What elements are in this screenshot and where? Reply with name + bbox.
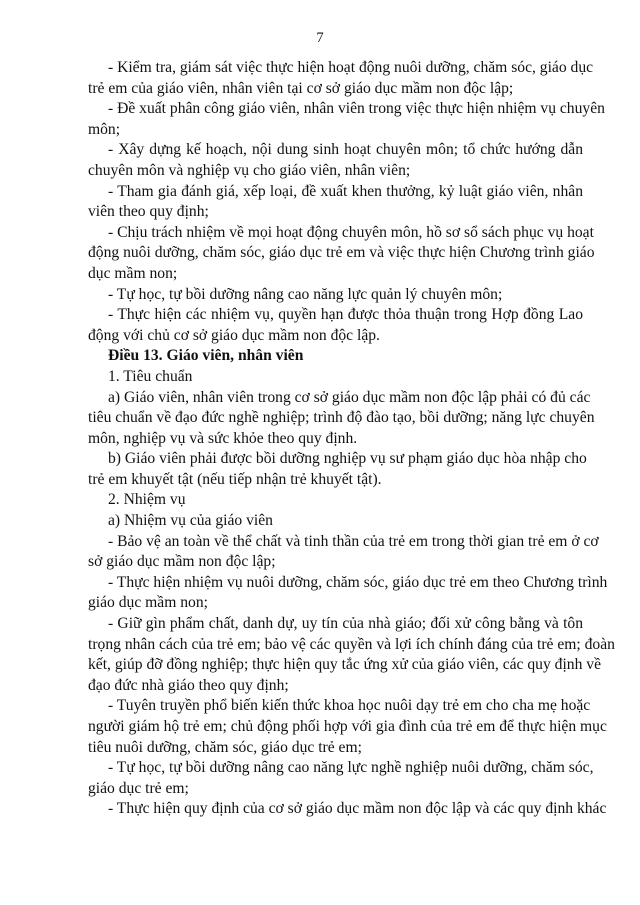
text-line: 1. Tiêu chuẩn bbox=[108, 367, 193, 385]
text-line: b) Giáo viên phải được bồi dưỡng nghiệp vụ sư phạm giáo dục hòa nhập cho bbox=[108, 450, 587, 468]
text-line: - Thực hiện nhiệm vụ nuôi dưỡng, chăm sóc, giáo dục trẻ em theo Chương trình bbox=[108, 573, 608, 591]
text-line: người giám hộ trẻ em; chủ động phối hợp với gia đình của trẻ em để thực hiện mục bbox=[88, 718, 607, 735]
page-number: 7 bbox=[316, 30, 324, 46]
text-line: dục mầm non; bbox=[88, 264, 178, 282]
text-line: - Thực hiện các nhiệm vụ, quyền hạn được thỏa thuận trong Hợp đồng Lao bbox=[108, 306, 583, 324]
text-line: động với chủ cơ sở giáo dục mầm non độc lập. bbox=[88, 326, 380, 344]
text-line: - Giữ gìn phẩm chất, danh dự, uy tín của nhà giáo; đối xử công bằng và tôn bbox=[108, 615, 583, 633]
text-line: môn, nghiệp vụ và sức khỏe theo quy định. bbox=[88, 429, 358, 447]
document-body bbox=[88, 58, 615, 820]
text-line: giáo dục trẻ em; bbox=[88, 779, 189, 797]
text-line: tiêu nuôi dưỡng, chăm sóc, giáo dục trẻ em; bbox=[88, 738, 362, 756]
text-line: giáo dục mầm non; bbox=[88, 594, 208, 612]
text-line: - Chịu trách nhiệm về mọi hoạt động chuyên môn, hồ sơ sổ sách phục vụ hoạt bbox=[108, 223, 594, 241]
text-line: - Tự học, tự bồi dưỡng nâng cao năng lực nghề nghiệp nuôi dưỡng, chăm sóc, bbox=[108, 759, 594, 777]
text-line: - Thực hiện quy định của cơ sở giáo dục mầm non độc lập và các quy định khác bbox=[108, 800, 607, 818]
text-line: chuyên môn và nghiệp vụ cho giáo viên, nhân viên; bbox=[88, 161, 411, 179]
text-line: trọng nhân cách của trẻ em; bảo vệ các quyền và lợi ích chính đáng của trẻ em; đoàn bbox=[88, 635, 615, 653]
text-line: a) Nhiệm vụ của giáo viên bbox=[108, 512, 273, 530]
text-line: viên theo quy định; bbox=[88, 203, 209, 221]
text-line: trẻ em của giáo viên, nhân viên tại cơ sở giáo dục mầm non độc lập; bbox=[88, 79, 514, 97]
text-line: kết, giúp đỡ đồng nghiệp; thực hiện quy tắc ứng xử của giáo viên, các quy định về bbox=[88, 656, 601, 674]
text-line: a) Giáo viên, nhân viên trong cơ sở giáo dục mầm non độc lập phải có đủ các bbox=[108, 388, 591, 406]
text-line: động nuôi dưỡng, chăm sóc, giáo dục trẻ em và việc thực hiện Chương trình giáo bbox=[88, 244, 595, 262]
text-line: môn; bbox=[88, 120, 121, 138]
section-heading: Điều 13. Giáo viên, nhân viên bbox=[108, 347, 304, 365]
text-line: - Xây dựng kế hoạch, nội dung sinh hoạt chuyên môn; tổ chức hướng dẫn bbox=[108, 141, 583, 159]
text-line: - Tham gia đánh giá, xếp loại, đề xuất khen thưởng, kỷ luật giáo viên, nhân bbox=[108, 182, 583, 200]
text-line: sở giáo dục mầm non độc lập; bbox=[88, 553, 276, 571]
text-line: - Đề xuất phân công giáo viên, nhân viên trong việc thực hiện nhiệm vụ chuyên bbox=[108, 100, 605, 118]
text-line: 2. Nhiệm vụ bbox=[108, 491, 186, 509]
text-line: trẻ em khuyết tật (nếu tiếp nhận trẻ khuyết tật). bbox=[88, 470, 382, 488]
text-line: - Kiểm tra, giám sát việc thực hiện hoạt động nuôi dưỡng, chăm sóc, giáo dục bbox=[108, 59, 594, 76]
text-line: - Tự học, tự bồi dưỡng nâng cao năng lực quản lý chuyên môn; bbox=[108, 285, 503, 303]
text-line: đạo đức nhà giáo theo quy định; bbox=[88, 676, 289, 694]
text-line: - Bảo vệ an toàn về thể chất và tinh thần của trẻ em trong thời gian trẻ em ở cơ bbox=[108, 532, 599, 550]
text-line: - Tuyên truyền phổ biến kiến thức khoa học nuôi dạy trẻ em cho cha mẹ hoặc bbox=[108, 697, 591, 715]
text-line: tiêu chuẩn về đạo đức nghề nghiệp; trình độ đào tạo, bồi dưỡng; năng lực chuyên bbox=[88, 409, 595, 427]
